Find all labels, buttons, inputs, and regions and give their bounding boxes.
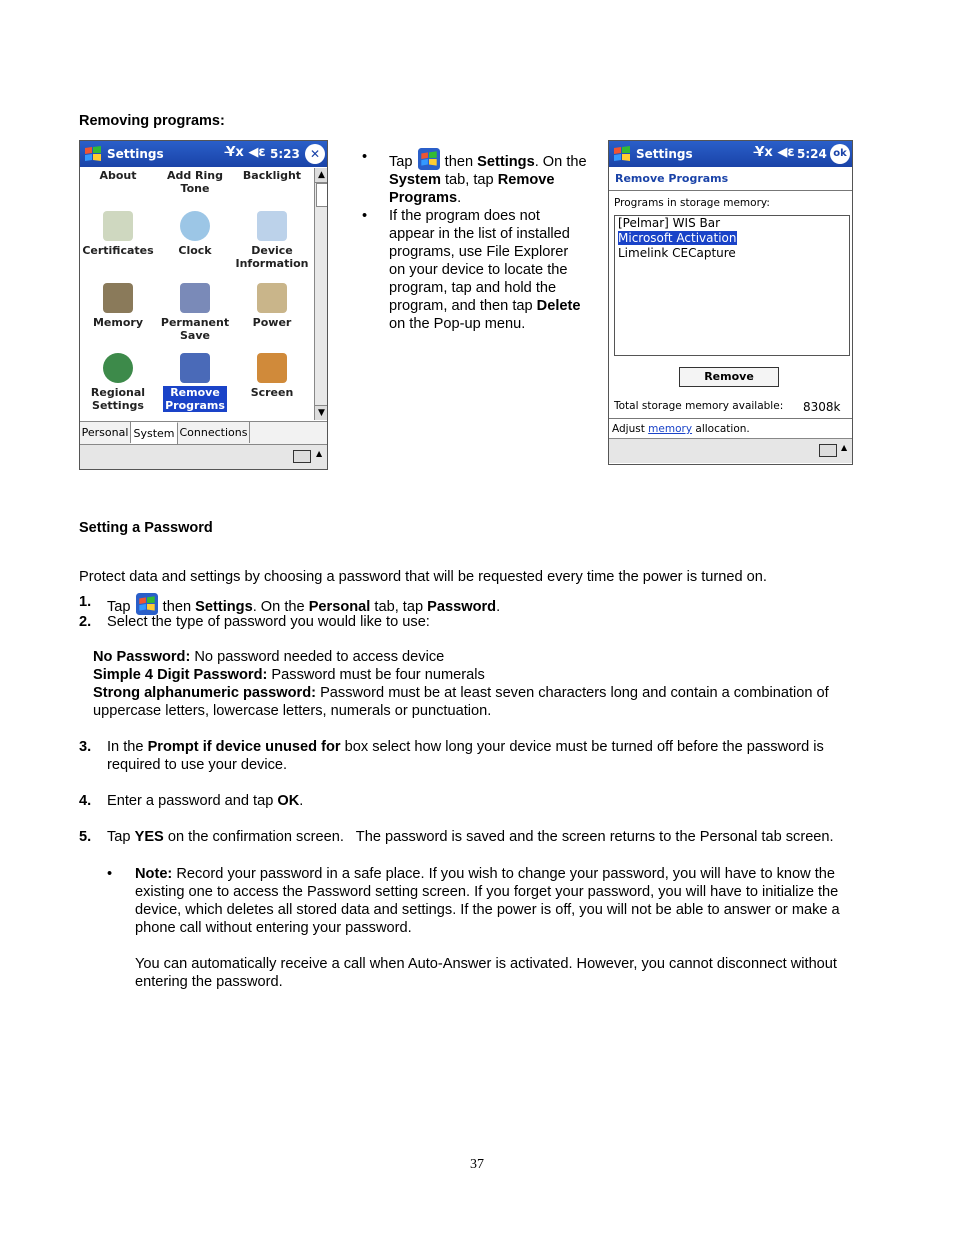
menu-bar <box>80 444 327 469</box>
remove-button[interactable]: Remove <box>679 367 779 387</box>
divider <box>609 190 852 191</box>
clock-icon <box>180 211 210 241</box>
storage-value: 8308k <box>803 400 841 414</box>
about-item[interactable]: About <box>99 169 137 182</box>
clock-item[interactable]: Clock <box>157 211 233 257</box>
option-simple-password: Simple 4 Digit Password: Password must be four numerals <box>93 667 485 683</box>
step-4: 4. Enter a password and tap OK. <box>79 793 304 809</box>
note: • Note: Record your password in a safe place. If you wish to change your password, you will have to know the existing one to access the Password setting screen. If you forget your password, you will have to initialize the device, which deletes all stored data and settings. If the power is off, you will not be able to answer or make a phone call without entering your password. You can automatically receive a call when Auto-Answer is activated. However, you cannot disconnect without entering the password. <box>107 865 877 991</box>
removing-instructions <box>362 148 587 333</box>
menu-bar <box>609 438 852 463</box>
signal-volume-icon: Y̶x ◀ε <box>226 145 266 160</box>
bullet-item: • If the program does not appear in the list of installed programs, use File Explorer on your device to locate the program, tap and hold the program, and then tap Delete on the Pop-up menu. <box>362 208 581 332</box>
battery-icon <box>257 283 287 313</box>
regional-settings-item[interactable]: Regional Settings <box>80 353 156 412</box>
globe-icon <box>103 353 133 383</box>
divider <box>609 418 852 419</box>
screen-icon <box>257 353 287 383</box>
section-heading-password: Setting a Password <box>79 520 213 536</box>
storage-label: Total storage memory available: <box>614 400 784 412</box>
clock-time: 5:24 <box>797 147 827 161</box>
power-item[interactable]: Power <box>234 283 310 329</box>
scroll-up-icon[interactable]: ▲ <box>315 168 328 183</box>
device-info-icon <box>257 211 287 241</box>
signal-volume-icon: Y̶x ◀ε <box>755 145 795 160</box>
password-options <box>93 648 883 720</box>
vertical-scrollbar[interactable] <box>314 168 328 420</box>
start-flag-icon <box>83 144 103 164</box>
start-flag-icon <box>612 144 632 164</box>
list-item[interactable]: Microsoft Activation <box>618 231 737 245</box>
input-arrow-icon[interactable]: ▲ <box>316 449 323 458</box>
memory-link[interactable]: memory <box>648 423 693 435</box>
window-title: Settings <box>636 147 693 161</box>
note-auto-answer: You can automatically receive a call when Auto-Answer is activated. However, you cannot disconnect without entering the password. <box>135 956 837 990</box>
option-strong-password: Strong alphanumeric password: Password must be at least seven characters long and contain a combination of uppercase letters, lowercase letters, numerals or punctuation. <box>93 685 829 719</box>
tab-strip <box>80 421 327 444</box>
step-2: 2. Select the type of password you would like to use: <box>79 614 430 630</box>
permanent-save-item[interactable]: Permanent Save <box>157 283 233 342</box>
step-5: 5. Tap YES on the confirmation screen. The password is saved and the screen returns to the Personal tab screen. <box>79 829 834 845</box>
certificate-icon <box>103 211 133 241</box>
device-information-item[interactable]: Device Information <box>234 211 310 270</box>
step-3: 3. In the Prompt if device unused for box select how long your device must be turned off before the password is required to use your device. <box>79 739 824 773</box>
scroll-thumb[interactable] <box>316 183 328 207</box>
remove-programs-item[interactable]: Remove Programs <box>157 353 233 412</box>
programs-list[interactable] <box>614 215 850 356</box>
list-label: Programs in storage memory: <box>614 197 770 209</box>
keyboard-icon[interactable] <box>819 444 837 457</box>
option-no-password: No Password: No password needed to access device <box>93 649 445 665</box>
list-item[interactable]: Limelink CECapture <box>618 246 736 260</box>
screen-item[interactable]: Screen <box>234 353 310 399</box>
certificates-item[interactable]: Certificates <box>80 211 156 257</box>
memory-icon <box>103 283 133 313</box>
save-icon <box>180 283 210 313</box>
remove-programs-icon <box>180 353 210 383</box>
page-subtitle: Remove Programs <box>615 172 729 185</box>
password-intro: Protect data and settings by choosing a password that will be requested every time the power is turned on. <box>79 569 767 585</box>
page-number: 37 <box>470 1157 484 1172</box>
add-ring-tone-item[interactable]: Add Ring Tone <box>166 169 224 195</box>
adjust-memory-text: Adjust memory allocation. <box>612 423 750 435</box>
close-button[interactable]: ✕ <box>305 144 325 164</box>
clock-time: 5:23 <box>270 147 300 161</box>
start-flag-icon <box>417 148 441 170</box>
scroll-down-icon[interactable]: ▼ <box>315 405 328 420</box>
tab-system[interactable]: System <box>131 422 178 444</box>
title-bar <box>609 141 852 167</box>
remove-programs-screenshot <box>608 140 853 465</box>
memory-item[interactable]: Memory <box>80 283 156 329</box>
section-heading-removing: Removing programs: <box>79 113 225 129</box>
input-arrow-icon[interactable]: ▲ <box>841 443 848 452</box>
list-item[interactable]: [Pelmar] WIS Bar <box>618 216 721 230</box>
title-bar <box>80 141 327 167</box>
tab-connections[interactable]: Connections <box>178 422 250 443</box>
keyboard-icon[interactable] <box>293 450 311 463</box>
window-title: Settings <box>107 147 164 161</box>
tab-personal[interactable]: Personal <box>80 422 131 443</box>
ok-button[interactable]: ok <box>830 144 850 164</box>
settings-system-screenshot <box>79 140 328 470</box>
step-1: 1. Tap then Settings. On the Personal tab, tap Password. <box>79 594 501 615</box>
backlight-item[interactable]: Backlight <box>242 169 302 182</box>
start-flag-icon <box>135 593 159 615</box>
bullet-item: • Tap then Settings. On the System tab, tap Remove Programs. <box>362 149 587 206</box>
